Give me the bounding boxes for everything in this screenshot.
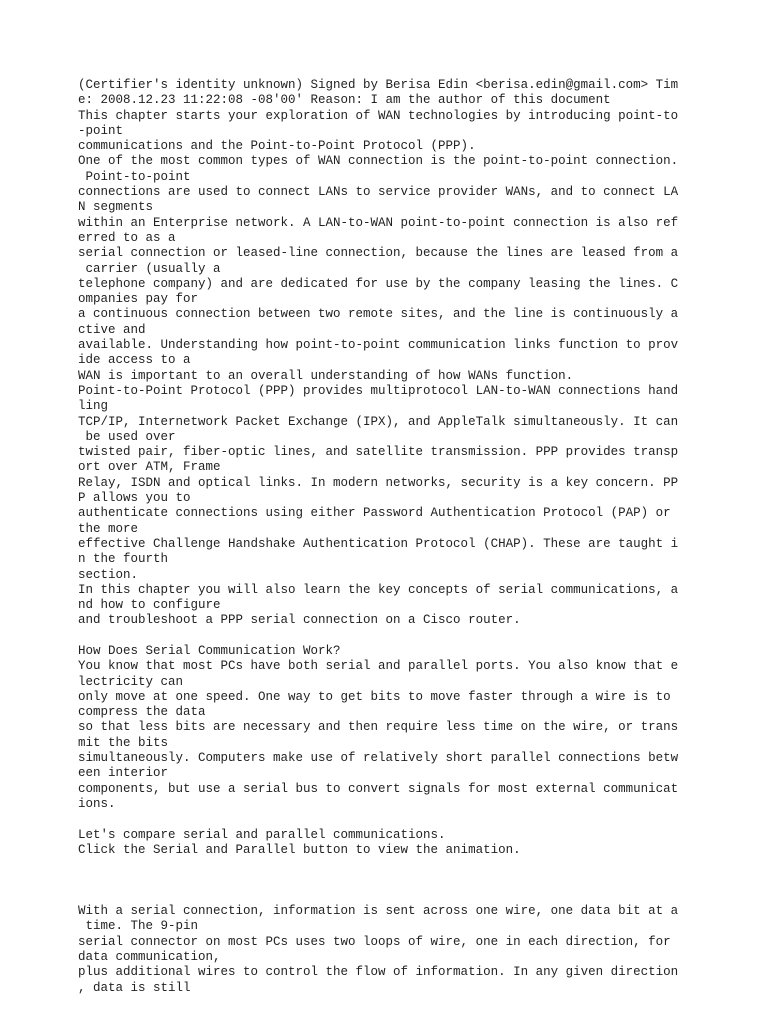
text-line: communications and the Point-to-Point Protocol (PPP). xyxy=(78,139,476,154)
text-line: Point-to-Point Protocol (PPP) provides multiprotocol LAN-to-WAN connections hand xyxy=(78,383,679,398)
text-line: e: 2008.12.23 11:22:08 -08'00' Reason: I am the author of this document xyxy=(78,93,611,108)
text-line: time. The 9-pin xyxy=(78,919,199,934)
text-line: Click the Serial and Parallel button to view the animation. xyxy=(78,842,521,857)
text-line: ide access to a xyxy=(78,353,191,368)
text-line: available. Understanding how point-to-point communication links function to prov xyxy=(78,338,679,353)
text-line: compress the data xyxy=(78,705,206,720)
text-line: Let's compare serial and parallel communications. xyxy=(78,827,446,842)
text-line: TCP/IP, Internetwork Packet Exchange (IPX), and AppleTalk simultaneously. It can xyxy=(78,414,679,429)
text-line: ling xyxy=(78,399,109,414)
text-line: With a serial connection, information is sent across one wire, one data bit at a xyxy=(78,904,679,919)
text-line: and troubleshoot a PPP serial connection on a Cisco router. xyxy=(78,613,521,628)
text-line: You know that most PCs have both serial and parallel ports. You also know that e xyxy=(78,659,679,674)
text-line: plus additional wires to control the flow of information. In any given direction xyxy=(78,965,679,980)
text-line: within an Enterprise network. A LAN-to-WAN point-to-point connection is also ref xyxy=(78,215,679,230)
text-line: components, but use a serial bus to convert signals for most external communicat xyxy=(78,781,679,796)
text-line: effective Challenge Handshake Authentication Protocol (CHAP). These are taught i xyxy=(78,536,679,551)
text-line xyxy=(78,629,698,644)
text-line: , data is still xyxy=(78,980,191,995)
text-line: erred to as a xyxy=(78,230,176,245)
text-line: telephone company) and are dedicated for use by the company leasing the lines. C xyxy=(78,276,679,291)
text-line: een interior xyxy=(78,766,169,781)
text-line: P allows you to xyxy=(78,491,191,506)
text-line: Point-to-point xyxy=(78,169,191,184)
text-line: N segments xyxy=(78,200,154,215)
text-line xyxy=(78,873,698,888)
text-line: In this chapter you will also learn the key concepts of serial communications, a xyxy=(78,582,679,597)
text-line: mit the bits xyxy=(78,735,169,750)
text-line: How Does Serial Communication Work? xyxy=(78,643,341,658)
text-line: serial connection or leased-line connection, because the lines are leased from a xyxy=(78,246,679,261)
text-line: authenticate connections using either Password Authentication Protocol (PAP) or xyxy=(78,506,671,521)
text-line: data communication, xyxy=(78,949,221,964)
text-line: be used over xyxy=(78,429,176,444)
text-line: Relay, ISDN and optical links. In modern networks, security is a key concern. PP xyxy=(78,475,679,490)
text-line: ions. xyxy=(78,796,116,811)
text-line xyxy=(78,889,698,904)
text-line xyxy=(78,858,698,873)
text-line: twisted pair, fiber-optic lines, and satellite transmission. PPP provides transp xyxy=(78,445,679,460)
text-line: lectricity can xyxy=(78,674,184,689)
text-line: a continuous connection between two remote sites, and the line is continuously a xyxy=(78,307,679,322)
text-line: WAN is important to an overall understanding of how WANs function. xyxy=(78,368,574,383)
text-line: carrier (usually a xyxy=(78,261,221,276)
text-line: only move at one speed. One way to get bits to move faster through a wire is to xyxy=(78,689,671,704)
text-line: This chapter starts your exploration of WAN technologies by introducing point-to xyxy=(78,108,679,123)
document-page xyxy=(78,78,698,996)
text-line: ort over ATM, Frame xyxy=(78,460,221,475)
text-line: ompanies pay for xyxy=(78,292,199,307)
text-line: One of the most common types of WAN connection is the point-to-point connection. xyxy=(78,154,679,169)
text-line: n the fourth xyxy=(78,552,169,567)
text-line: connections are used to connect LANs to service provider WANs, and to connect LA xyxy=(78,185,679,200)
text-line: ctive and xyxy=(78,322,146,337)
text-line xyxy=(78,812,698,827)
text-line: nd how to configure xyxy=(78,598,221,613)
text-line: the more xyxy=(78,521,139,536)
text-line: (Certifier's identity unknown) Signed by Berisa Edin <berisa.edin@gmail.com> Tim xyxy=(78,78,679,92)
text-line: serial connector on most PCs uses two loops of wire, one in each direction, for xyxy=(78,934,671,949)
text-line: -point xyxy=(78,123,124,138)
text-line: section. xyxy=(78,567,139,582)
text-line: so that less bits are necessary and then require less time on the wire, or trans xyxy=(78,720,679,735)
text-line: simultaneously. Computers make use of relatively short parallel connections betw xyxy=(78,751,679,766)
